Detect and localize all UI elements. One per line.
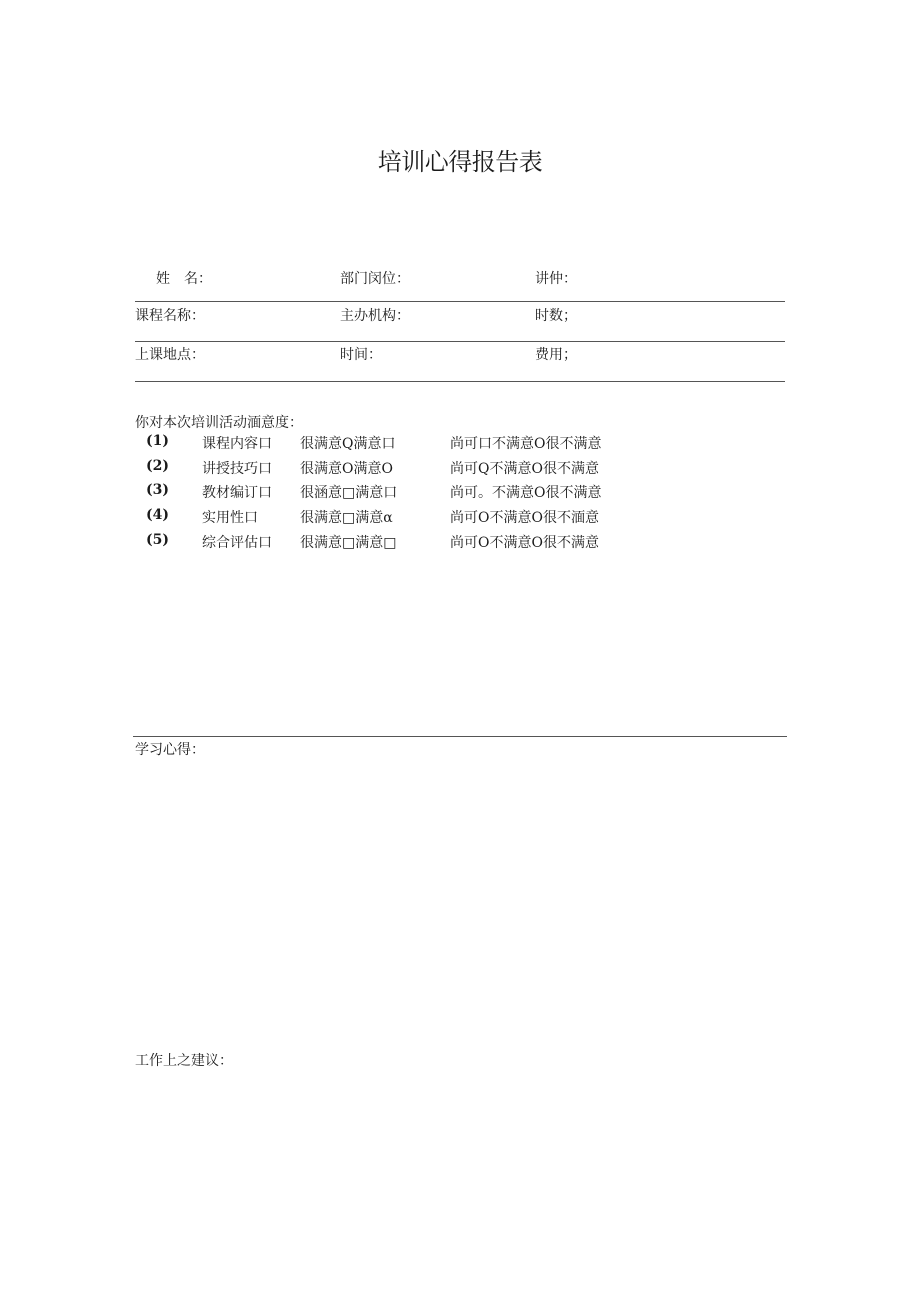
rating-options-low: 尚可口不满意O很不满意: [450, 436, 602, 452]
rating-options-high: 很满意□满意□: [300, 535, 397, 551]
course-name-label: 课程名称：: [135, 308, 205, 324]
rating-item: 综合评估口: [202, 535, 272, 551]
department-label: 部门闵位：: [340, 271, 410, 287]
hours-label: 时数；: [535, 308, 577, 324]
divider-line: [133, 736, 787, 737]
row-number: (3): [146, 482, 169, 498]
lecturer-label: 讲仲：: [535, 271, 577, 287]
row-number: (2): [146, 458, 169, 474]
rating-item: 实用性口: [202, 510, 258, 526]
rating-item: 教材编订口: [202, 485, 272, 501]
rating-item: 课程内容口: [202, 436, 272, 452]
rating-options-high: 很涵意□满意口: [300, 485, 398, 501]
satisfaction-question: 你对本次培训活动湎意度：: [135, 415, 303, 431]
organizer-label: 主办机构：: [340, 308, 410, 324]
rating-options-high: 很满意□满意α: [300, 510, 393, 526]
divider-line: [135, 381, 785, 382]
rating-options-low: 尚可。不满意O很不满意: [450, 485, 602, 501]
row-number: (1): [146, 433, 169, 449]
time-label: 时间：: [340, 347, 382, 363]
divider-line: [135, 341, 785, 342]
learning-label: 学习心得：: [135, 742, 205, 758]
location-label: 上课地点：: [135, 347, 205, 363]
rating-options-low: 尚可O不满意O很不湎意: [450, 510, 599, 526]
suggestion-label: 工作上之建议：: [135, 1053, 233, 1069]
rating-options-low: 尚可Q不满意O很不满意: [450, 461, 599, 477]
rating-options-high: 很满意Q满意口: [300, 436, 396, 452]
row-number: (5): [146, 532, 169, 548]
row-number: (4): [146, 507, 169, 523]
divider-line: [135, 301, 785, 302]
page-title: 培训心得报告表: [377, 148, 543, 176]
fee-label: 费用；: [535, 347, 577, 363]
rating-options-low: 尚可O不满意O很不满意: [450, 535, 599, 551]
rating-item: 讲授技巧口: [202, 461, 272, 477]
rating-options-high: 很满意O满意O: [300, 461, 393, 477]
name-label: 姓 名：: [156, 271, 212, 287]
